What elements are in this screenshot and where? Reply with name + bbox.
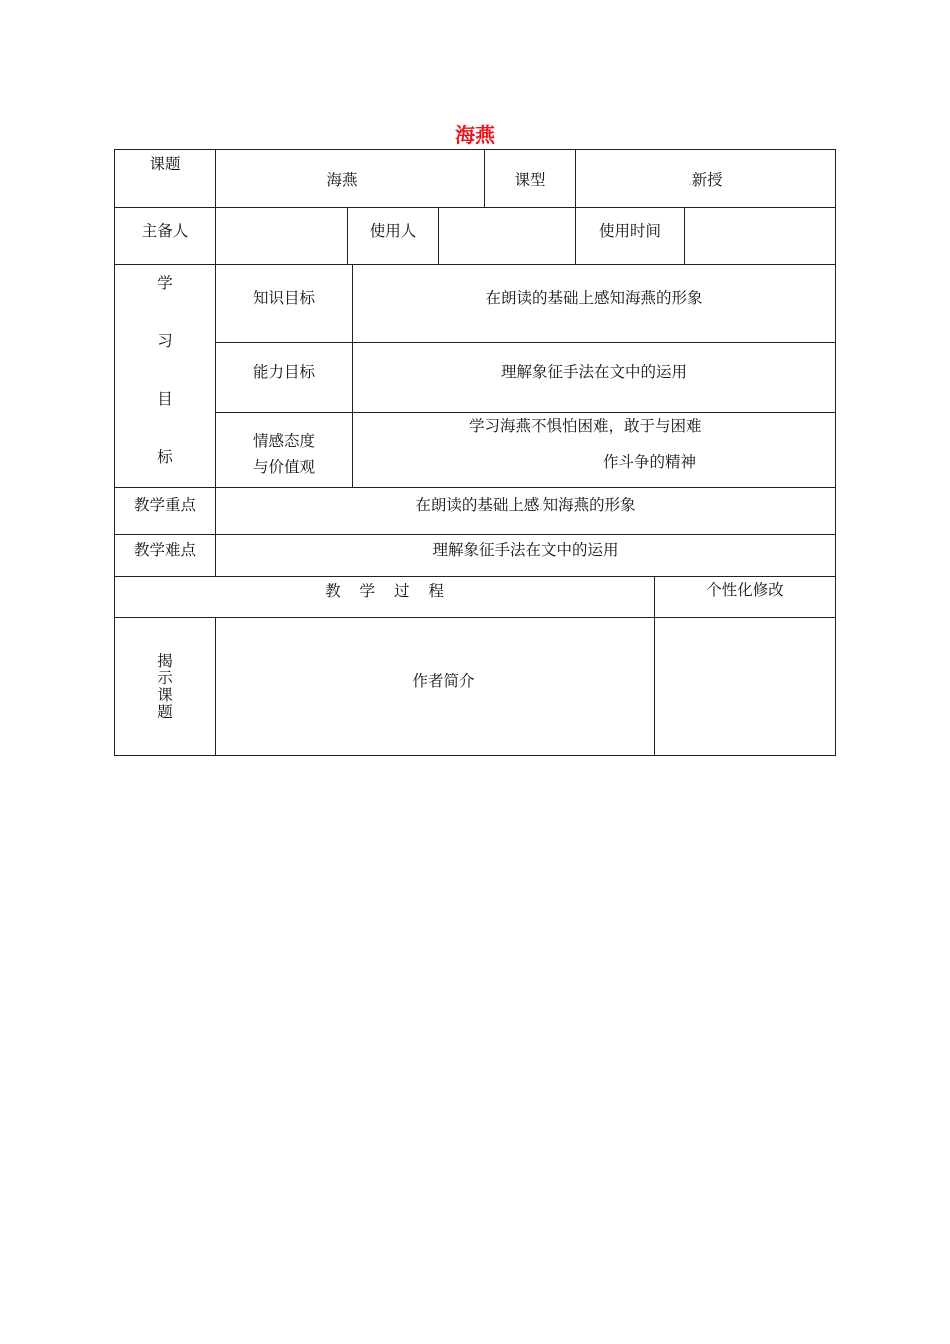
- table-border-top: [114, 149, 836, 150]
- goals-char-2: 习: [157, 332, 173, 350]
- ability-goal-value: 理解象征手法在文中的运用: [500, 363, 687, 381]
- topic-value: 海燕: [326, 171, 358, 189]
- key-point-text-a: 在朗读的基础上感: [415, 496, 540, 514]
- vrule-row2-b: [438, 207, 439, 265]
- label-emotion-goal: [216, 428, 352, 480]
- rule-process: [114, 617, 836, 618]
- lesson-type-mark: .: [688, 177, 692, 188]
- label-preparer: 主备人: [141, 222, 189, 240]
- lesson-type-text: 新授: [691, 171, 723, 189]
- rule-row2: [114, 264, 836, 265]
- label-key-point: 教学重点: [133, 496, 196, 514]
- reveal-char-4: 题: [157, 703, 173, 721]
- emotion-label-line2: 与价值观: [252, 458, 315, 476]
- table-border-bottom: [114, 755, 836, 756]
- emotion-label-line1: 情感态度: [252, 432, 315, 450]
- label-personal-revision: 个性化修改: [706, 581, 784, 599]
- key-point-text-b: 知海燕的形象: [542, 496, 636, 514]
- label-reveal-topic: [115, 653, 215, 721]
- label-ability-goal: 能力目标: [252, 363, 315, 381]
- label-lesson-type: 课型: [514, 171, 546, 189]
- goals-char-4: 标: [157, 448, 173, 466]
- reveal-char-3: 课: [157, 686, 173, 704]
- table-border-right: [835, 149, 836, 756]
- reveal-content: 作者简介: [412, 672, 475, 690]
- key-point-mark: .: [539, 502, 543, 513]
- label-teaching-process: 教 学 过 程: [325, 582, 444, 600]
- goals-char-3: 目: [157, 390, 173, 408]
- emotion-goal-line2: 作斗争的精神: [603, 453, 697, 471]
- rule-goal2: [215, 412, 836, 413]
- rule-goal1: [215, 342, 836, 343]
- rule-difficulty: [114, 576, 836, 577]
- label-knowledge-goal: 知识目标: [252, 289, 315, 307]
- rule-goals: [114, 487, 836, 488]
- emotion-goal-line1: 学习海燕不惧怕困难，敢于与困难: [469, 417, 702, 435]
- vrule-process: [654, 576, 655, 756]
- difficulty-value: 理解象征手法在文中的运用: [432, 541, 619, 559]
- reveal-char-1: 揭: [157, 652, 173, 670]
- rule-keypoint: [114, 534, 836, 535]
- rule-row1: [114, 207, 836, 208]
- goals-char-1: 学: [157, 274, 173, 292]
- knowledge-goal-value: 在朗读的基础上感知海燕的形象: [485, 289, 703, 307]
- label-learning-goals: [115, 273, 215, 467]
- vrule-row2-d: [684, 207, 685, 265]
- key-point-value: [216, 495, 835, 518]
- reveal-char-2: 示: [157, 669, 173, 687]
- lesson-type-value: [576, 170, 835, 193]
- label-use-time: 使用时间: [598, 222, 661, 240]
- label-topic: 课题: [149, 155, 181, 173]
- document-title: 海燕: [455, 123, 495, 147]
- label-difficulty: 教学难点: [133, 541, 196, 559]
- label-user: 使用人: [369, 222, 417, 240]
